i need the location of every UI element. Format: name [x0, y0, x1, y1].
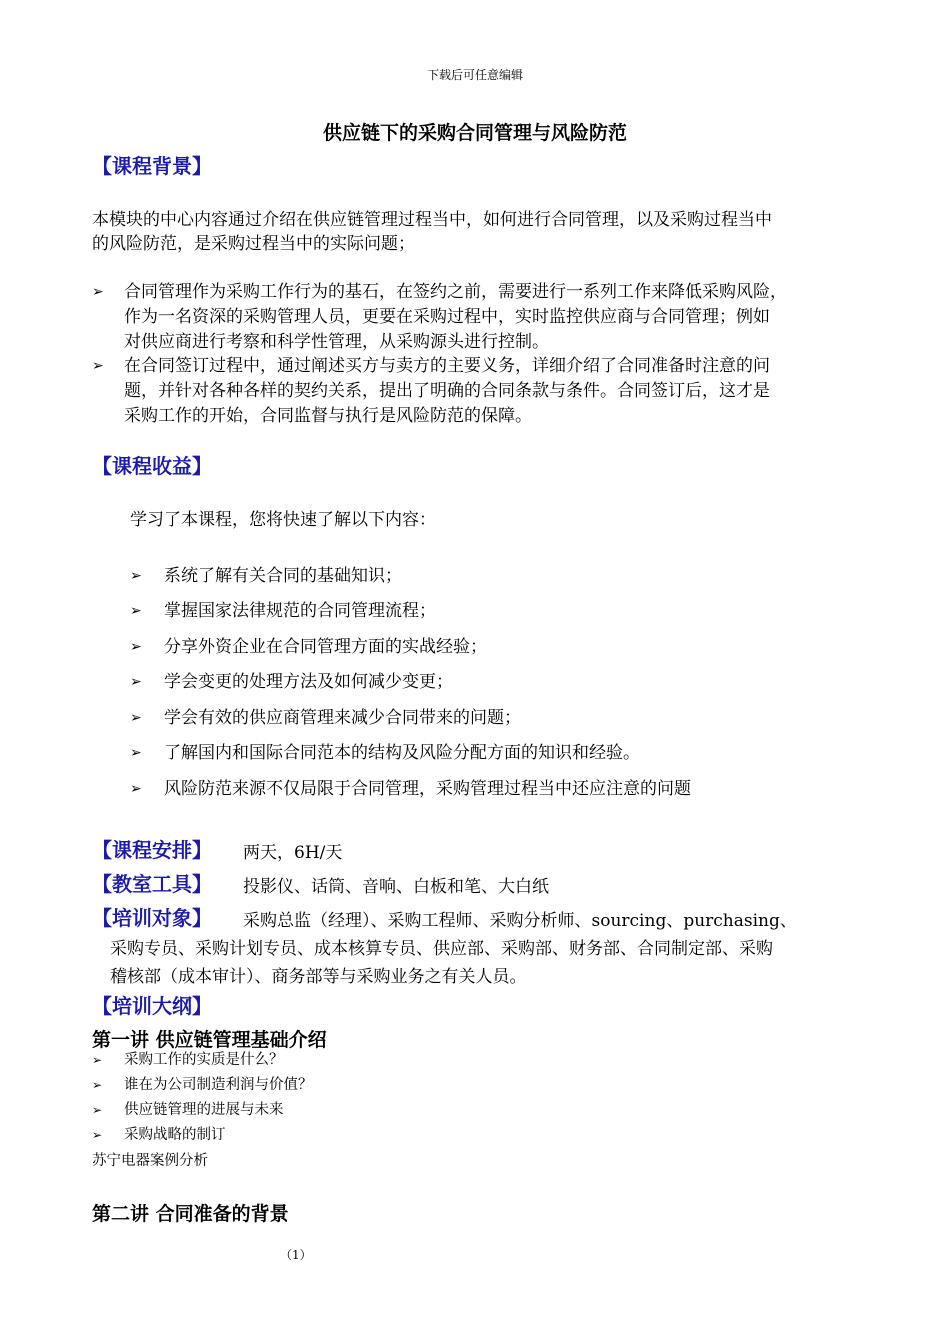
bullet-arrow-icon: ➢	[130, 781, 142, 797]
bullet-arrow-icon: ➢	[130, 674, 142, 690]
bullet-arrow-icon: ➢	[130, 603, 142, 619]
background-bullet-2-line-3: 采购工作的开始，合同监督与执行是风险防范的保障。	[124, 406, 532, 426]
benefit-item-6: 了解国内和国际合同范本的结构及风险分配方面的知识和经验。	[164, 743, 640, 763]
background-bullet-1-line-2: 作为一名资深的采购管理人员，更要在采购过程中，实时监控供应商与合同管理；例如	[124, 307, 770, 327]
benefit-item-7: 风险防范来源不仅局限于合同管理，采购管理过程当中还应注意的问题	[164, 779, 691, 799]
header-note: 下载后可任意编辑	[426, 68, 523, 82]
lecture-1-item-4: 采购战略的制订	[124, 1127, 226, 1143]
bullet-arrow-icon: ➢	[130, 710, 142, 726]
lecture-1-item-2: 谁在为公司制造利润与价值？	[124, 1077, 313, 1093]
benefit-item-4: 学会变更的处理方法及如何减少变更；	[164, 672, 453, 692]
benefits-intro: 学习了本课程，您将快速了解以下内容：	[130, 510, 436, 530]
benefit-item-2: 掌握国家法律规范的合同管理流程；	[164, 601, 436, 621]
background-bullet-2-line-1: 在合同签订过程中，通过阐述买方与卖方的主要义务，详细介绍了合同准备时注意的问	[124, 356, 770, 376]
document-title: 供应链下的采购合同管理与风险防范	[322, 122, 627, 144]
benefit-item-3: 分享外资企业在合同管理方面的实战经验；	[164, 637, 487, 657]
background-bullet-1-line-1: 合同管理作为采购工作行为的基石，在签约之前，需要进行一系列工作来降低采购风险，	[124, 282, 787, 302]
benefit-item-1: 系统了解有关合同的基础知识；	[164, 566, 402, 586]
bullet-arrow-icon: ➢	[92, 1103, 103, 1117]
bullet-arrow-icon: ➢	[130, 639, 142, 655]
bullet-arrow-icon: ➢	[92, 1078, 103, 1092]
background-bullet-2-line-2: 题，并针对各种各样的契约关系，提出了明确的合同条款与条件。合同签订后，这才是	[124, 381, 770, 401]
lecture-1-item-1: 采购工作的实质是什么？	[124, 1052, 284, 1068]
bullet-arrow-icon: ➢	[130, 568, 142, 584]
schedule-value: 两天，6H/天	[243, 843, 343, 863]
audience-line-1: 采购总监（经理）、采购工程师、采购分析师、sourcing、purchasing、	[243, 911, 797, 931]
section-heading-schedule: 【课程安排】	[92, 838, 212, 862]
bullet-arrow-icon: ➢	[92, 284, 104, 300]
background-bullet-1-line-3: 对供应商进行考察和科学性管理，从采购源头进行控制。	[124, 332, 549, 352]
background-intro-line-2: 的风险防范，是采购过程当中的实际问题；	[92, 234, 415, 254]
section-heading-audience: 【培训对象】	[92, 906, 212, 930]
bullet-arrow-icon: ➢	[92, 1128, 103, 1142]
section-heading-background: 【课程背景】	[92, 154, 212, 178]
page-number: （1）	[280, 1248, 312, 1262]
section-heading-outline: 【培训大纲】	[92, 994, 212, 1018]
section-heading-tools: 【教室工具】	[92, 872, 212, 896]
section-heading-benefits: 【课程收益】	[92, 454, 212, 478]
lecture-1-case: 苏宁电器案例分析	[92, 1153, 208, 1169]
lecture-1-item-3: 供应链管理的进展与未来	[124, 1102, 284, 1118]
lecture-1-title: 第一讲 供应链管理基础介绍	[92, 1029, 327, 1051]
background-intro-line-1: 本模块的中心内容通过介绍在供应链管理过程当中，如何进行合同管理，以及采购过程当中	[92, 210, 772, 230]
tools-value: 投影仪、话筒、音响、白板和笔、大白纸	[243, 877, 549, 897]
benefit-item-5: 学会有效的供应商管理来减少合同带来的问题；	[164, 708, 521, 728]
bullet-arrow-icon: ➢	[92, 1053, 103, 1067]
lecture-2-title: 第二讲 合同准备的背景	[92, 1203, 289, 1225]
bullet-arrow-icon: ➢	[92, 358, 104, 374]
audience-line-2: 采购专员、采购计划专员、成本核算专员、供应部、采购部、财务部、合同制定部、采购	[110, 939, 773, 959]
audience-line-3: 稽核部（成本审计）、商务部等与采购业务之有关人员。	[110, 967, 527, 987]
bullet-arrow-icon: ➢	[130, 745, 142, 761]
